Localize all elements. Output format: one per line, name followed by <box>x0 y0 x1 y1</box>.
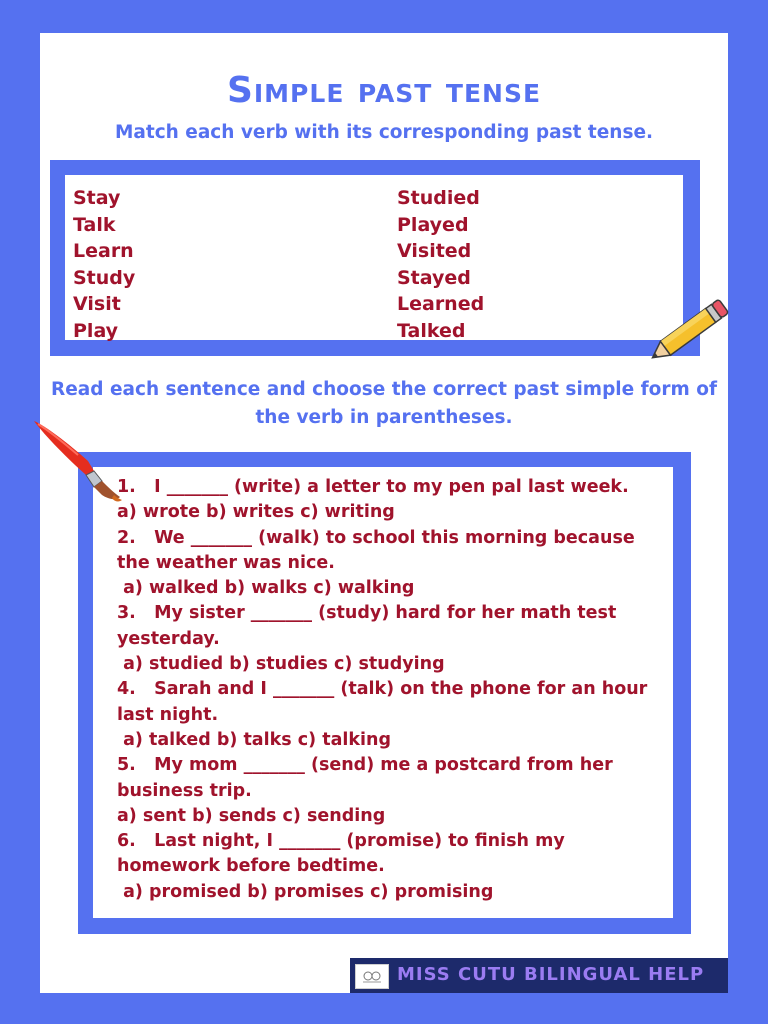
paintbrush-icon <box>28 415 128 505</box>
verb-item: Visit <box>73 293 121 315</box>
past-form-item: Visited <box>397 240 472 262</box>
quiz-line: a) promised b) promises c) promising <box>117 881 494 902</box>
quiz-line: a) studied b) studies c) studying <box>117 654 445 675</box>
quiz-line: a) walked b) walks c) walking <box>117 578 415 599</box>
verb-item: Play <box>73 319 119 342</box>
pencil-icon <box>640 290 735 375</box>
quiz-line: a) sent b) sends c) sending <box>117 805 386 826</box>
past-form-item: Talked <box>397 319 466 342</box>
quiz-instructions: Read each sentence and choose the correct past simple form of the verb in parentheses. <box>50 379 717 428</box>
quiz-line: last night. <box>117 704 219 725</box>
quiz-line: business trip. <box>117 780 252 801</box>
quiz-line: 1. I _______ (write) a letter to my pen pal last week. <box>117 477 629 497</box>
verb-list <box>73 185 135 344</box>
matching-instructions: Match each verb with its corresponding past tense. <box>114 122 654 143</box>
verb-item: Learn <box>73 240 134 262</box>
quiz-line: 2. We _______ (walk) to school this morning because <box>117 527 635 548</box>
past-form-item: Played <box>397 213 469 236</box>
quiz-list <box>117 475 667 905</box>
matching-box-inner <box>65 175 683 340</box>
quiz-line: yesterday. <box>117 628 220 649</box>
past-form-item: Studied <box>397 187 480 209</box>
past-form-item: Learned <box>397 293 485 315</box>
verb-item: Study <box>73 266 136 289</box>
footer-brand: MISS CUTU BILINGUAL HELP <box>397 964 705 985</box>
quiz-box <box>78 452 691 934</box>
past-form-list <box>397 185 484 344</box>
quiz-line: the weather was nice. <box>117 552 335 573</box>
quiz-line: 4. Sarah and I _______ (talk) on the phone for an hour <box>117 679 648 700</box>
verb-item: Talk <box>73 213 116 236</box>
quiz-line: a) wrote b) writes c) writing <box>117 502 395 523</box>
page-title: Simple past tense <box>226 70 542 111</box>
quiz-line: 6. Last night, I _______ (promise) to finish my <box>117 831 565 852</box>
quiz-line: a) talked b) talks c) talking <box>117 729 392 750</box>
quiz-line: homework before bedtime. <box>117 856 385 877</box>
past-form-item: Stayed <box>397 266 471 289</box>
verb-item: Stay <box>73 187 121 209</box>
quiz-line: 3. My sister _______ (study) hard for her math test <box>117 603 617 624</box>
matching-box <box>50 160 700 356</box>
logo-icon <box>355 964 389 989</box>
quiz-line: 5. My mom _______ (send) me a postcard from her <box>117 755 613 776</box>
footer-banner <box>350 958 728 993</box>
quiz-box-inner <box>93 467 673 918</box>
